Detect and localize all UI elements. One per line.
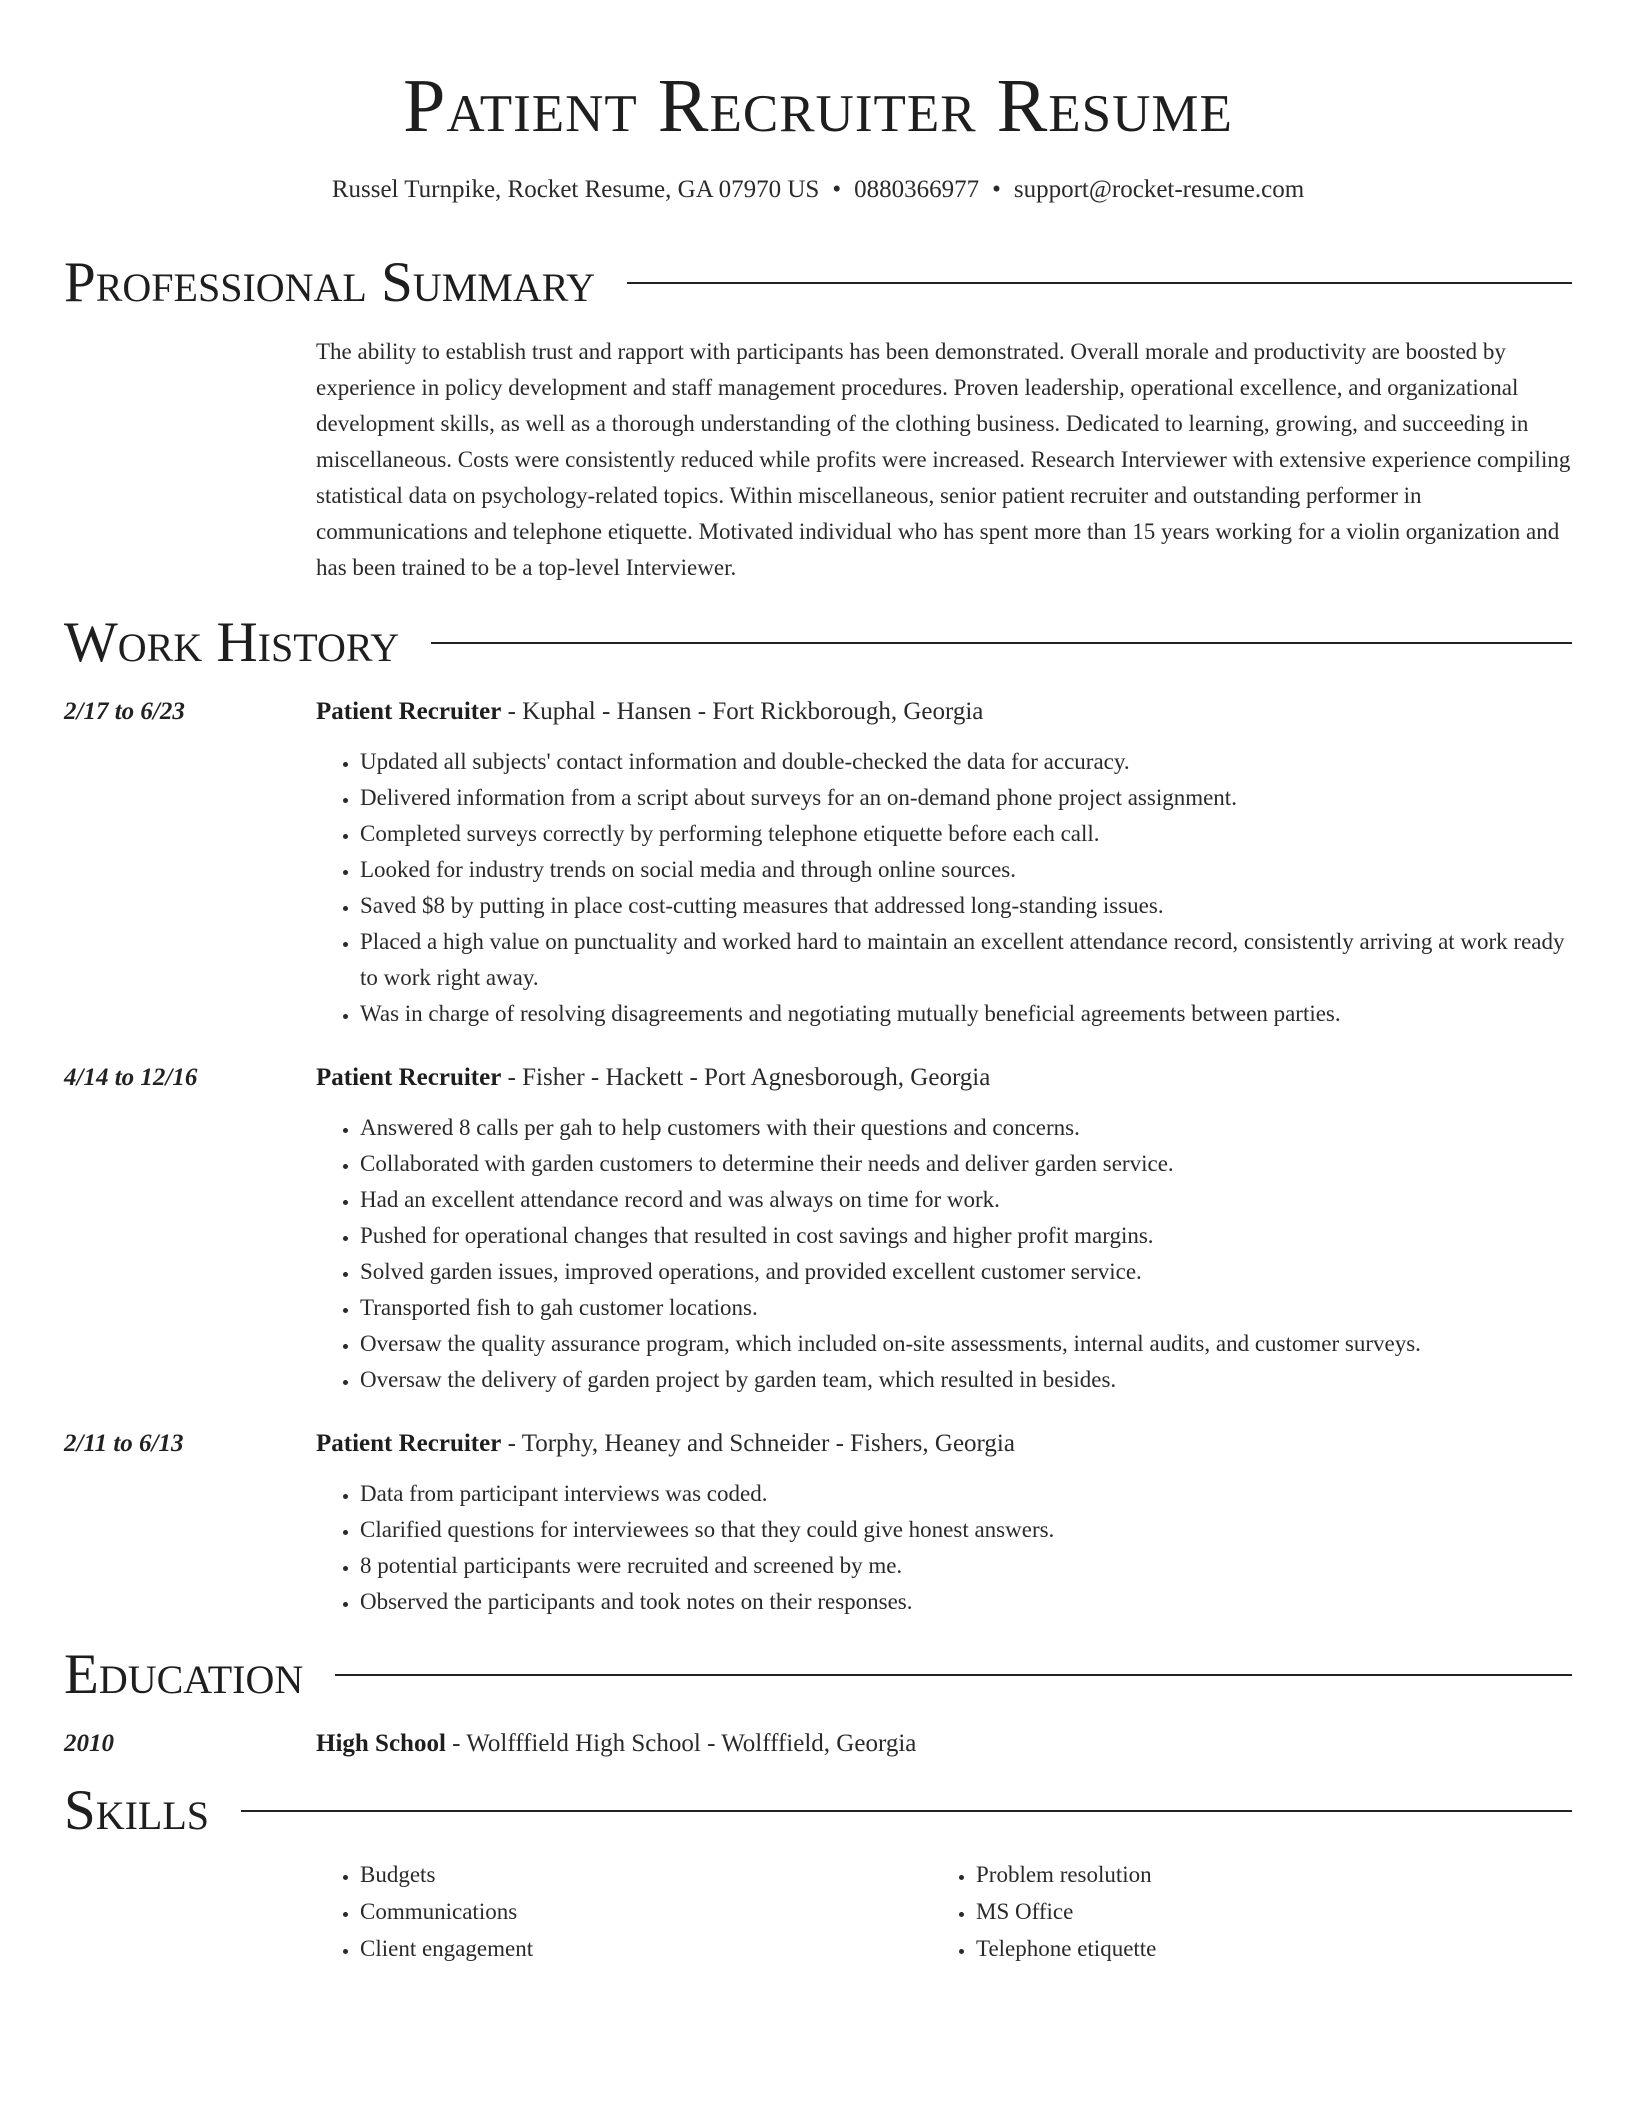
work-history-list <box>64 696 1572 1620</box>
skills-heading: Skills <box>64 1779 210 1842</box>
section-divider <box>431 642 1572 644</box>
job-employer: - Fisher - Hackett - Port Agnesborough, Georgia <box>501 1064 991 1091</box>
job-bullet: • Clarified questions for interviewees so that they could give honest answers. <box>360 1512 1572 1548</box>
job-bullet: • Answered 8 calls per gah to help customers with their questions and concerns. <box>360 1110 1572 1146</box>
contact-line <box>64 174 1572 206</box>
education-entry <box>64 1728 1572 1760</box>
resume-page <box>64 0 1572 1967</box>
education-school: - Wolfffield High School - Wolfffield, Georgia <box>445 1730 917 1757</box>
job-bullet: • Transported fish to gah customer locations. <box>360 1290 1572 1326</box>
skills-column-right <box>932 1856 1548 1967</box>
job-bullet: • Updated all subjects' contact information and double-checked the data for accuracy. <box>360 744 1572 780</box>
job-bullets <box>316 1476 1572 1620</box>
education-heading: Education <box>64 1643 304 1706</box>
skill-item: • Communications <box>360 1893 932 1930</box>
skill-item: • MS Office <box>976 1893 1548 1930</box>
job-title: Patient Recruiter <box>316 698 502 725</box>
contact-email: support@rocket-resume.com <box>1013 176 1305 203</box>
job-bullet: • Oversaw the quality assurance program, which included on-site assessments, internal audits, and customer surveys. <box>360 1326 1572 1362</box>
job-title: Patient Recruiter <box>316 1064 502 1091</box>
education-section-header <box>64 1644 1572 1706</box>
summary-text: The ability to establish trust and rapport with participants has been demonstrated. Overall morale and productivity are boosted by experience in policy development and staff management procedures. Proven leadership, operational excellence, and organizational development skills, as well as a thorough understanding of the clothing business. Dedicated to learning, growing, and succeeding in miscellaneous. Costs were consistently reduced while profits were increased. Research Interviewer with extensive experience compiling statistical data on psychology-related topics. Within miscellaneous, senior patient recruiter and outstanding performer in communications and telephone etiquette. Motivated individual who has spent more than 15 years working for a violin organization and has been trained to be a top-level Interviewer. <box>316 339 1571 580</box>
job-bullets <box>316 1110 1572 1398</box>
education-degree: High School <box>316 1730 446 1757</box>
skill-item: • Client engagement <box>360 1930 932 1967</box>
job-bullet: • Data from participant interviews was coded. <box>360 1476 1572 1512</box>
work-section-header <box>64 612 1572 674</box>
education-year: 2010 <box>64 1730 114 1757</box>
job-bullet: • Collaborated with garden customers to determine their needs and deliver garden service. <box>360 1146 1572 1182</box>
job-dates: 4/14 to 12/16 <box>64 1064 198 1091</box>
job-bullets <box>316 744 1572 1032</box>
contact-address: Russel Turnpike, Rocket Resume, GA 07970 US <box>331 176 820 203</box>
job-heading <box>316 696 983 728</box>
summary-heading: Professional Summary <box>64 251 596 314</box>
skill-item: • Telephone etiquette <box>976 1930 1548 1967</box>
job-bullet: • 8 potential participants were recruited and screened by me. <box>360 1548 1572 1584</box>
education-heading-line <box>316 1728 916 1760</box>
skills-list <box>316 1856 1572 1967</box>
section-divider <box>335 1674 1572 1676</box>
job-entry <box>64 1428 1572 1460</box>
section-divider <box>627 282 1572 284</box>
contact-separator: • <box>992 176 1001 203</box>
contact-phone: 0880366977 <box>854 176 980 203</box>
job-bullet: • Solved garden issues, improved operations, and provided excellent customer service. <box>360 1254 1572 1290</box>
job-bullet: • Pushed for operational changes that resulted in cost savings and higher profit margins. <box>360 1218 1572 1254</box>
skills-section-header <box>64 1780 1572 1842</box>
skills-column-left <box>316 1856 932 1967</box>
job-bullet: • Observed the participants and took notes on their responses. <box>360 1584 1572 1620</box>
job-bullet: • Delivered information from a script about surveys for an on-demand phone project assignment. <box>360 780 1572 816</box>
contact-separator: • <box>832 176 842 203</box>
job-title: Patient Recruiter <box>316 1430 502 1457</box>
summary-section-header <box>64 252 1572 314</box>
job-dates: 2/11 to 6/13 <box>64 1430 184 1457</box>
job-bullet: • Had an excellent attendance record and was always on time for work. <box>360 1182 1572 1218</box>
job-heading <box>316 1428 1015 1460</box>
section-divider <box>241 1810 1572 1812</box>
skill-item: • Budgets <box>360 1856 932 1893</box>
job-bullet: • Was in charge of resolving disagreements and negotiating mutually beneficial agreements between parties. <box>360 996 1572 1032</box>
job-entry <box>64 1062 1572 1094</box>
job-bullet: • Saved $8 by putting in place cost-cutting measures that addressed long-standing issues. <box>360 888 1572 924</box>
job-entry <box>64 696 1572 728</box>
job-bullet: • Looked for industry trends on social media and through online sources. <box>360 852 1572 888</box>
page-title: Patient Recruiter Resume <box>403 64 1233 148</box>
job-employer: - Torphy, Heaney and Schneider - Fishers, Georgia <box>501 1430 1015 1457</box>
job-bullet: • Completed surveys correctly by performing telephone etiquette before each call. <box>360 816 1572 852</box>
job-bullet: • Placed a high value on punctuality and worked hard to maintain an excellent attendance record, consistently arriving at work ready to work right away. <box>360 924 1572 996</box>
skill-item: • Problem resolution <box>976 1856 1548 1893</box>
job-heading <box>316 1062 990 1094</box>
work-heading: Work History <box>64 611 400 674</box>
job-bullet: • Oversaw the delivery of garden project by garden team, which resulted in besides. <box>360 1362 1572 1398</box>
job-dates: 2/17 to 6/23 <box>64 698 185 725</box>
job-employer: - Kuphal - Hansen - Fort Rickborough, Georgia <box>501 698 984 725</box>
